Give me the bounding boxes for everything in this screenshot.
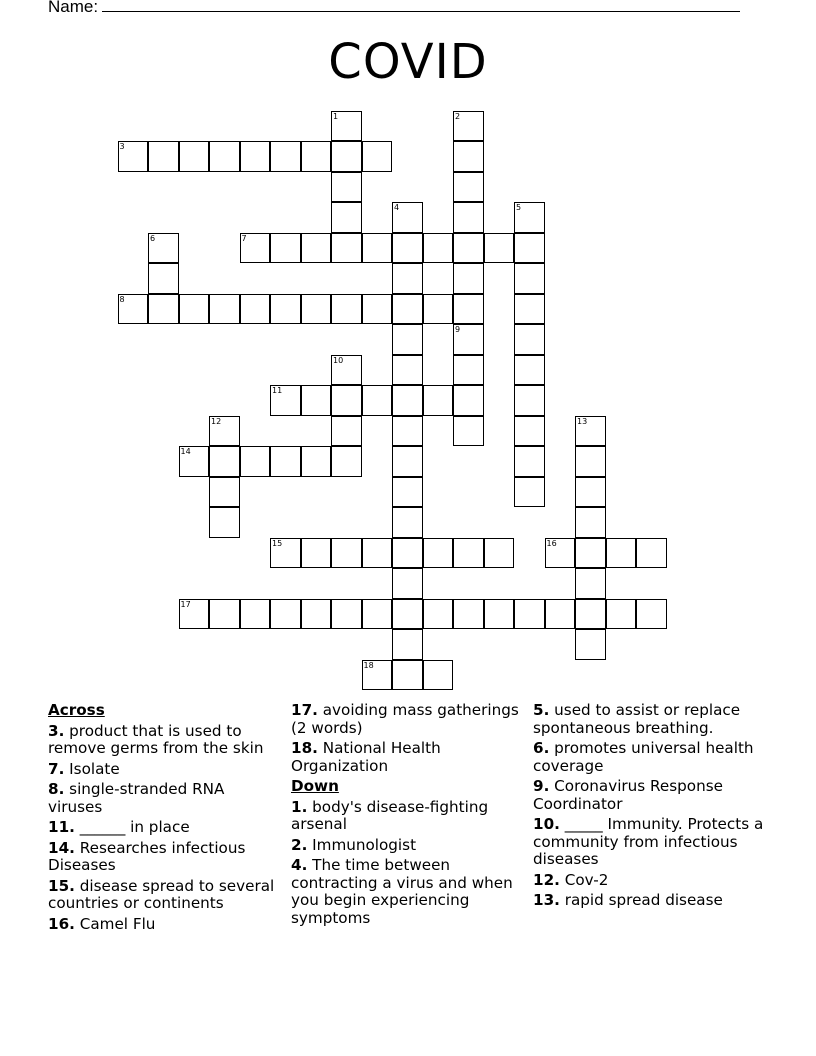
- grid-cell[interactable]: [270, 446, 301, 477]
- grid-cell[interactable]: [301, 446, 332, 477]
- grid-cell[interactable]: [392, 416, 423, 447]
- grid-cell[interactable]: [331, 233, 362, 264]
- grid-cell[interactable]: [392, 324, 423, 355]
- grid-cell[interactable]: [545, 599, 576, 630]
- grid-cell[interactable]: [362, 385, 393, 416]
- clue-number: 10: [333, 355, 344, 365]
- grid-cell[interactable]: [331, 416, 362, 447]
- grid-cell[interactable]: [392, 385, 423, 416]
- grid-cell[interactable]: [514, 202, 545, 233]
- clue-down-13: 13. rapid spread disease: [533, 891, 723, 909]
- grid-cell[interactable]: [362, 599, 393, 630]
- grid-cell[interactable]: [453, 172, 484, 203]
- grid-cell[interactable]: [209, 294, 240, 325]
- grid-cell[interactable]: [545, 538, 576, 569]
- grid-cell[interactable]: [148, 141, 179, 172]
- grid-cell[interactable]: [484, 599, 515, 630]
- grid-cell[interactable]: [423, 599, 454, 630]
- grid-cell[interactable]: [514, 294, 545, 325]
- grid-cell[interactable]: [209, 599, 240, 630]
- clue-number: 17: [180, 599, 191, 609]
- clue-across-16: 16. Camel Flu: [48, 914, 156, 933]
- clue-column-3: [533, 702, 773, 913]
- grid-cell[interactable]: [392, 507, 423, 538]
- grid-cell[interactable]: [148, 263, 179, 294]
- grid-cell[interactable]: [331, 111, 362, 142]
- clue-across-17: 17. avoiding mass gatherings (2 words): [291, 701, 519, 737]
- clue-down-1: 1. body's disease-fighting arsenal: [291, 797, 489, 833]
- grid-cell[interactable]: [240, 446, 271, 477]
- clue-number: 1: [333, 111, 339, 121]
- grid-cell[interactable]: [575, 538, 606, 569]
- grid-cell[interactable]: [514, 416, 545, 447]
- grid-cell[interactable]: [148, 294, 179, 325]
- clue-number: 13: [577, 416, 588, 426]
- grid-cell[interactable]: [392, 294, 423, 325]
- grid-cell[interactable]: [240, 233, 271, 264]
- grid-cell[interactable]: [301, 599, 332, 630]
- grid-cell[interactable]: [453, 538, 484, 569]
- clue-down-9: 9. Coronavirus Response Coordinator: [533, 777, 723, 813]
- grid-cell[interactable]: [301, 294, 332, 325]
- grid-cell[interactable]: [270, 599, 301, 630]
- grid-cell[interactable]: [423, 538, 454, 569]
- clue-down-6: 6. promotes universal health coverage: [533, 739, 754, 775]
- grid-cell[interactable]: [484, 233, 515, 264]
- grid-cell[interactable]: [331, 355, 362, 386]
- clue-across-7: 7. Isolate: [48, 759, 120, 778]
- grid-cell[interactable]: [514, 446, 545, 477]
- grid-cell[interactable]: [453, 599, 484, 630]
- grid-cell[interactable]: [453, 385, 484, 416]
- grid-cell[interactable]: [636, 599, 667, 630]
- clue-number: 5: [516, 203, 522, 212]
- page-title: COVID: [328, 34, 488, 90]
- grid-cell[interactable]: [575, 477, 606, 508]
- across-heading: Across: [48, 701, 105, 719]
- clue-down-5: 5. used to assist or replace spontaneous breathing.: [533, 701, 741, 737]
- clue-across-18: 18. National Health Organization: [291, 739, 441, 775]
- grid-cell[interactable]: [514, 233, 545, 264]
- clue-across-15: 15. disease spread to several countries or continents: [48, 876, 275, 912]
- grid-cell[interactable]: [392, 233, 423, 264]
- grid-cell[interactable]: [179, 141, 210, 172]
- grid-cell[interactable]: [209, 507, 240, 538]
- grid-cell[interactable]: [453, 263, 484, 294]
- grid-cell[interactable]: [453, 141, 484, 172]
- grid-cell[interactable]: [118, 141, 149, 172]
- grid-cell[interactable]: [118, 294, 149, 325]
- clue-number: 11: [272, 386, 283, 395]
- grid-cell[interactable]: [514, 263, 545, 294]
- grid-cell[interactable]: [362, 660, 393, 691]
- grid-cell[interactable]: [606, 599, 637, 630]
- grid-cell[interactable]: [301, 141, 332, 172]
- clue-number: 4: [394, 203, 400, 212]
- grid-cell[interactable]: [392, 202, 423, 233]
- clue-number: 6: [150, 233, 156, 243]
- grid-cell[interactable]: [209, 477, 240, 508]
- grid-cell[interactable]: [240, 141, 271, 172]
- grid-cell[interactable]: [270, 294, 301, 325]
- grid-cell[interactable]: [209, 446, 240, 477]
- clue-across-11: 11. ______ in place: [48, 818, 190, 836]
- clue-down-2: 2. Immunologist: [291, 835, 417, 854]
- grid-cell[interactable]: [423, 385, 454, 416]
- grid-cell[interactable]: [392, 355, 423, 386]
- grid-cell[interactable]: [331, 141, 362, 172]
- grid-cell[interactable]: [575, 568, 606, 599]
- clue-number: 12: [211, 416, 222, 426]
- grid-cell[interactable]: [575, 446, 606, 477]
- clue-number: 3: [119, 142, 125, 151]
- clue-column-2: [291, 702, 529, 930]
- grid-cell[interactable]: [270, 385, 301, 416]
- grid-cell[interactable]: [392, 263, 423, 294]
- grid-cell[interactable]: [575, 507, 606, 538]
- grid-cell[interactable]: [331, 385, 362, 416]
- grid-cell[interactable]: [423, 233, 454, 264]
- clue-number: 2: [455, 111, 461, 121]
- grid-cell[interactable]: [392, 568, 423, 599]
- grid-cell[interactable]: [148, 233, 179, 264]
- grid-cell[interactable]: [331, 446, 362, 477]
- grid-cell[interactable]: [392, 629, 423, 660]
- grid-cell[interactable]: [331, 538, 362, 569]
- grid-cell[interactable]: [331, 599, 362, 630]
- clue-across-3: 3. product that is used to remove germs from the skin: [48, 721, 264, 757]
- grid-cell[interactable]: [423, 660, 454, 691]
- clue-number: 18: [363, 660, 374, 670]
- clue-down-4: 4. The time between contracting a virus and when you begin experiencing symptoms: [291, 856, 513, 927]
- grid-cell[interactable]: [362, 141, 393, 172]
- clue-number: 16: [546, 538, 557, 548]
- clue-number: 15: [272, 538, 283, 548]
- grid-cell[interactable]: [514, 385, 545, 416]
- grid-cell[interactable]: [606, 538, 637, 569]
- clue-column-1: [48, 702, 280, 936]
- grid-cell[interactable]: [240, 599, 271, 630]
- clue-number: 8: [119, 294, 125, 304]
- grid-cell[interactable]: [453, 294, 484, 325]
- grid-cell[interactable]: [453, 233, 484, 264]
- clue-number: 7: [241, 233, 247, 243]
- name-label: Name:: [48, 0, 99, 16]
- grid-cell[interactable]: [453, 202, 484, 233]
- grid-cell[interactable]: [270, 233, 301, 264]
- grid-cell[interactable]: [209, 141, 240, 172]
- grid-cell[interactable]: [301, 385, 332, 416]
- clue-across-8: 8. single-stranded RNA viruses: [48, 780, 225, 816]
- grid-cell[interactable]: [392, 538, 423, 569]
- grid-cell[interactable]: [362, 294, 393, 325]
- grid-cell[interactable]: [209, 416, 240, 447]
- grid-cell[interactable]: [575, 629, 606, 660]
- clue-number: 9: [455, 325, 461, 334]
- grid-cell[interactable]: [301, 233, 332, 264]
- grid-cell[interactable]: [514, 355, 545, 386]
- grid-cell[interactable]: [331, 294, 362, 325]
- grid-cell[interactable]: [514, 324, 545, 355]
- grid-cell[interactable]: [514, 477, 545, 508]
- clue-number: 14: [180, 447, 191, 456]
- grid-cell[interactable]: [575, 416, 606, 447]
- grid-cell[interactable]: [392, 660, 423, 691]
- grid-cell[interactable]: [270, 141, 301, 172]
- clue-across-14: 14. Researches infectious Diseases: [48, 838, 246, 874]
- grid-cell[interactable]: [392, 599, 423, 630]
- down-heading: Down: [291, 777, 339, 795]
- grid-cell[interactable]: [362, 538, 393, 569]
- clue-down-12: 12. Cov-2: [533, 870, 609, 889]
- grid-cell[interactable]: [270, 538, 301, 569]
- grid-cell[interactable]: [179, 294, 210, 325]
- grid-cell[interactable]: [453, 355, 484, 386]
- grid-cell[interactable]: [484, 538, 515, 569]
- grid-cell[interactable]: [514, 599, 545, 630]
- grid-cell[interactable]: [362, 233, 393, 264]
- grid-cell[interactable]: [331, 172, 362, 203]
- grid-cell[interactable]: [636, 538, 667, 569]
- grid-cell[interactable]: [392, 446, 423, 477]
- grid-cell[interactable]: [240, 294, 271, 325]
- grid-cell[interactable]: [331, 202, 362, 233]
- grid-cell[interactable]: [453, 416, 484, 447]
- grid-cell[interactable]: [575, 599, 606, 630]
- clue-down-10: 10. _____ Immunity. Protects a community from infectious diseases: [533, 815, 764, 868]
- grid-cell[interactable]: [179, 599, 210, 630]
- grid-cell[interactable]: [179, 446, 210, 477]
- grid-cell[interactable]: [423, 294, 454, 325]
- grid-cell[interactable]: [392, 477, 423, 508]
- grid-cell[interactable]: [453, 324, 484, 355]
- grid-cell[interactable]: [453, 111, 484, 142]
- grid-cell[interactable]: [301, 538, 332, 569]
